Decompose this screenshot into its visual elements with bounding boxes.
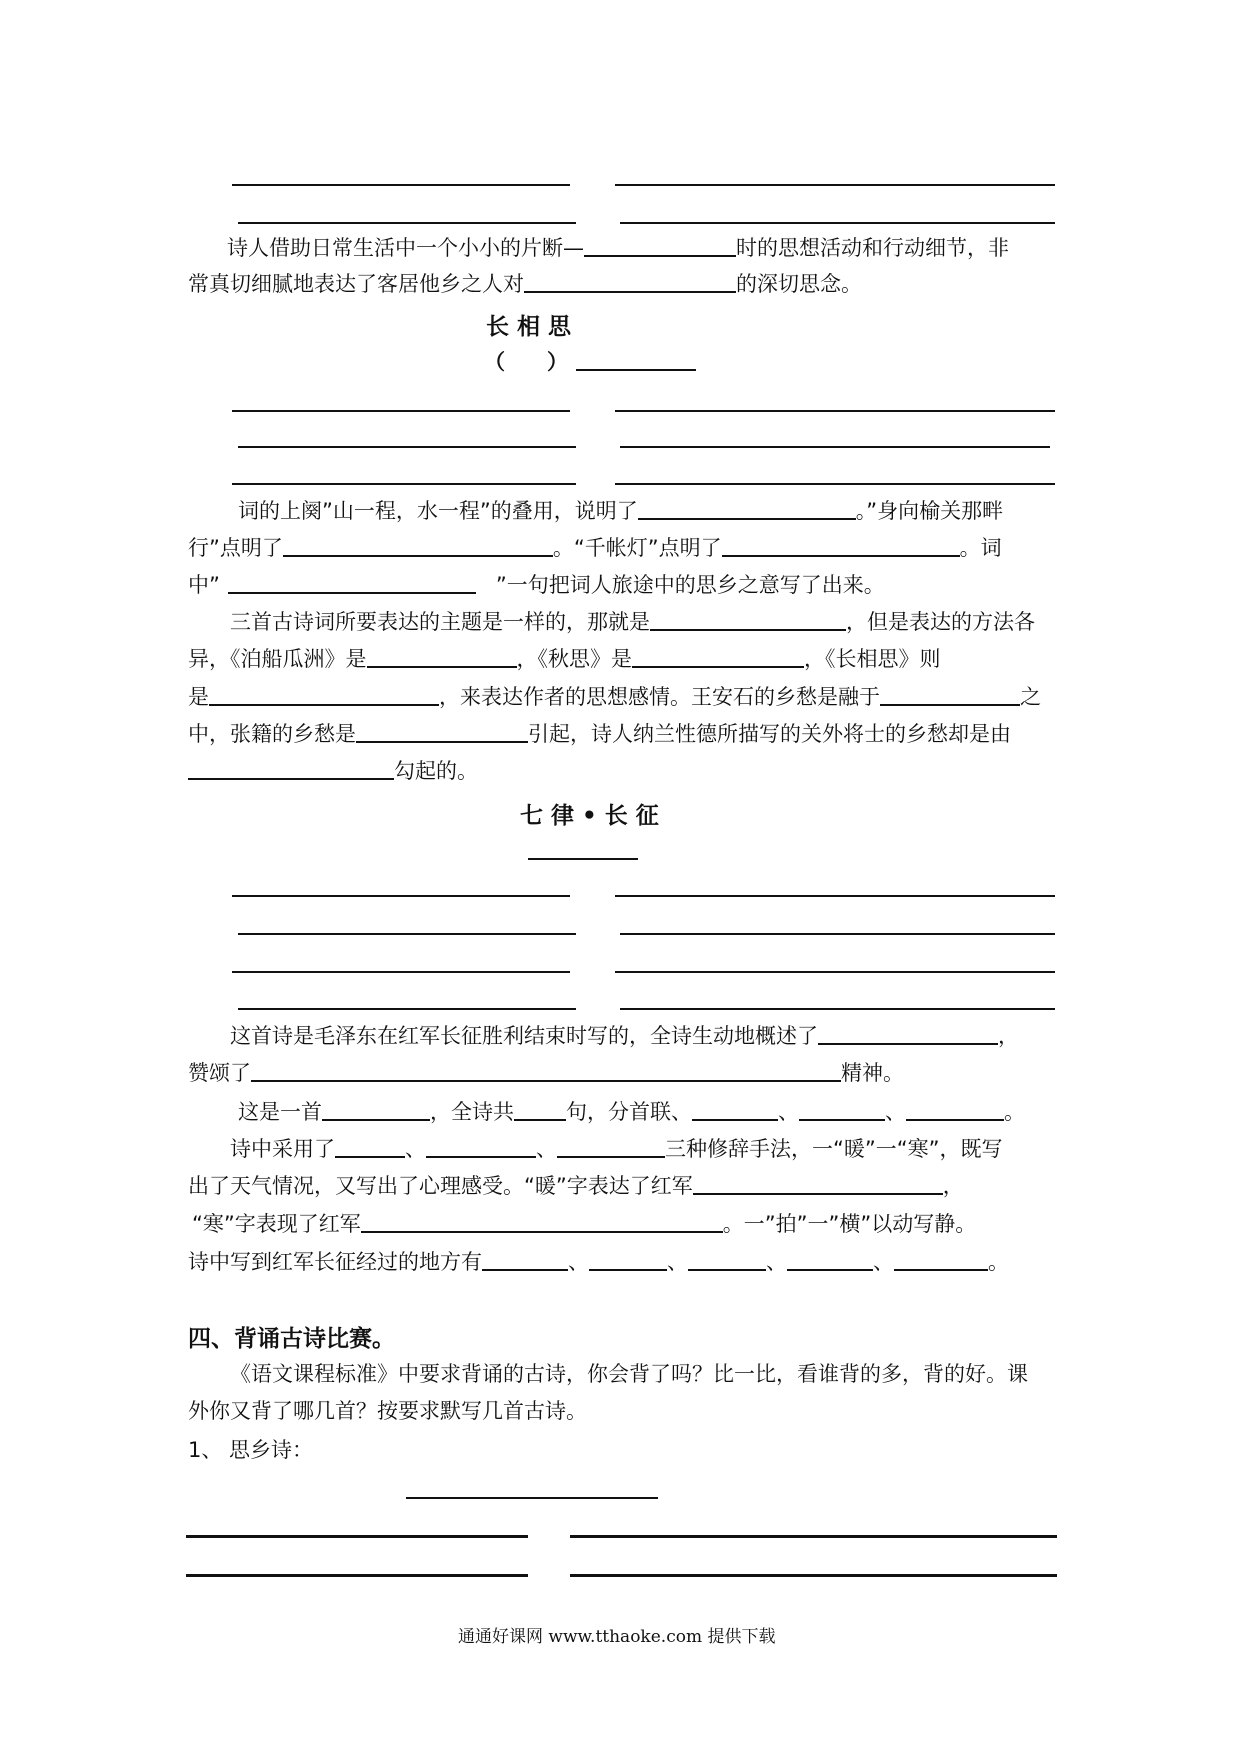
section-heading: 四、背诵古诗比赛。 bbox=[188, 1326, 395, 1352]
blank[interactable] bbox=[283, 535, 553, 557]
blank[interactable] bbox=[584, 235, 736, 257]
blank[interactable] bbox=[906, 1099, 1004, 1121]
poem-author-line: （ ） bbox=[484, 348, 696, 376]
blank[interactable] bbox=[514, 1099, 566, 1121]
qilv-analysis-line4: 诗中采用了 、 、 三种修辞手法，一“暖”一“寒”，既写 bbox=[230, 1137, 1003, 1161]
answer-line[interactable] bbox=[620, 222, 1055, 224]
poem-title-qilv-changzheng: 七律•长征 bbox=[520, 803, 667, 829]
blank[interactable] bbox=[557, 1136, 665, 1158]
answer-line[interactable] bbox=[238, 933, 576, 935]
answer-line[interactable] bbox=[570, 1535, 1057, 1538]
section4-paragraph-line1: 《语文课程标准》中要求背诵的古诗，你会背了吗？比一比，看谁背的多，背的好。课 bbox=[230, 1362, 1028, 1386]
comparison-line4: 中，张籍的乡愁是 引起，诗人纳兰性德所描写的关外将士的乡愁却是由 bbox=[188, 722, 1011, 746]
qilv-analysis-line3: 这是一首 ，全诗共 句，分首联、 、 、 。 bbox=[238, 1100, 1025, 1124]
answer-line[interactable] bbox=[238, 222, 576, 224]
qilv-analysis-line1: 这首诗是毛泽东在红军长征胜利结束时写的，全诗生动地概述了 ， bbox=[230, 1024, 1019, 1048]
blank[interactable] bbox=[361, 1211, 723, 1233]
blank[interactable] bbox=[589, 1249, 667, 1271]
blank[interactable] bbox=[524, 271, 736, 293]
blank[interactable] bbox=[356, 721, 528, 743]
blank[interactable] bbox=[251, 1060, 841, 1082]
blank[interactable] bbox=[367, 646, 517, 668]
blank[interactable] bbox=[209, 684, 439, 706]
answer-line[interactable] bbox=[615, 483, 1055, 485]
blank[interactable] bbox=[693, 1173, 943, 1195]
answer-line[interactable] bbox=[615, 410, 1055, 412]
answer-line[interactable] bbox=[232, 184, 570, 186]
qilv-analysis-line7: 诗中写到红军长征经过的地方有 、 、 、 、 。 bbox=[188, 1250, 1009, 1274]
answer-line[interactable] bbox=[615, 895, 1055, 897]
blank[interactable] bbox=[228, 572, 476, 594]
blank[interactable] bbox=[188, 758, 394, 780]
blank[interactable] bbox=[638, 498, 856, 520]
answer-line[interactable] bbox=[615, 184, 1055, 186]
blank-author[interactable] bbox=[576, 349, 696, 371]
comparison-line2: 异，《泊船瓜洲》是 ，《秋思》是 ，《长相思》则 bbox=[188, 647, 941, 671]
answer-line[interactable] bbox=[232, 410, 570, 412]
blank[interactable] bbox=[692, 1099, 778, 1121]
qiusi-analysis-line2: 常真切细腻地表达了客居他乡之人对 的深切思念。 bbox=[188, 272, 862, 296]
blank[interactable] bbox=[650, 609, 846, 631]
answer-line[interactable] bbox=[620, 1008, 1055, 1010]
answer-line[interactable] bbox=[620, 446, 1050, 448]
answer-line[interactable] bbox=[615, 971, 1055, 973]
author-line[interactable] bbox=[528, 858, 638, 860]
comparison-line1: 三首古诗词所要表达的主题是一样的，那就是 ，但是表达的方法各 bbox=[230, 610, 1035, 634]
changxiangsi-analysis-line3: 中” ”一句把词人旅途中的思乡之意写了出来。 bbox=[188, 573, 885, 597]
blank[interactable] bbox=[632, 646, 804, 668]
qiusi-analysis-line1: 诗人借助日常生活中一个小小的片断— 时的思想活动和行动细节，非 bbox=[227, 236, 1009, 260]
blank[interactable] bbox=[322, 1099, 430, 1121]
poem-title-line[interactable] bbox=[406, 1497, 658, 1499]
blank[interactable] bbox=[722, 535, 960, 557]
answer-line[interactable] bbox=[186, 1574, 528, 1577]
poem-title-changxiangsi: 长相思 bbox=[486, 314, 579, 340]
question-item-1: 1、 思乡诗： bbox=[188, 1438, 314, 1462]
answer-line[interactable] bbox=[186, 1535, 528, 1538]
answer-line[interactable] bbox=[232, 971, 570, 973]
qilv-analysis-line2: 赞颂了 精神。 bbox=[188, 1061, 904, 1085]
blank[interactable] bbox=[688, 1249, 766, 1271]
blank[interactable] bbox=[426, 1136, 536, 1158]
blank[interactable] bbox=[482, 1249, 568, 1271]
blank[interactable] bbox=[880, 684, 1020, 706]
comparison-line3: 是 ，来表达作者的思想感情。王安石的乡愁是融于 之 bbox=[188, 685, 1041, 709]
footer-credit: 通通好课网 www.tthaoke.com 提供下载 bbox=[458, 1627, 776, 1647]
answer-line[interactable] bbox=[570, 1574, 1057, 1577]
blank[interactable] bbox=[335, 1136, 405, 1158]
answer-line[interactable] bbox=[232, 483, 576, 485]
comparison-line5: 勾起的。 bbox=[188, 757, 478, 785]
answer-line[interactable] bbox=[238, 1008, 576, 1010]
changxiangsi-analysis-line1: 词的上阕”山一程，水一程”的叠用，说明了 。”身向榆关那畔 bbox=[238, 499, 1004, 523]
qilv-analysis-line6: “寒”字表现了红军 。一”拍”一”横”以动写静。 bbox=[192, 1212, 977, 1236]
qilv-analysis-line5: 出了天气情况，又写出了心理感受。“暖”字表达了红军 ， bbox=[188, 1174, 964, 1198]
changxiangsi-analysis-line2: 行”点明了 。“千帐灯”点明了 。词 bbox=[188, 536, 1002, 560]
answer-line[interactable] bbox=[620, 933, 1055, 935]
section4-paragraph-line2: 外你又背了哪几首？按要求默写几首古诗。 bbox=[188, 1399, 587, 1423]
answer-line[interactable] bbox=[238, 446, 576, 448]
answer-line[interactable] bbox=[232, 895, 570, 897]
blank[interactable] bbox=[799, 1099, 885, 1121]
blank[interactable] bbox=[787, 1249, 873, 1271]
blank[interactable] bbox=[894, 1249, 988, 1271]
blank[interactable] bbox=[818, 1023, 998, 1045]
